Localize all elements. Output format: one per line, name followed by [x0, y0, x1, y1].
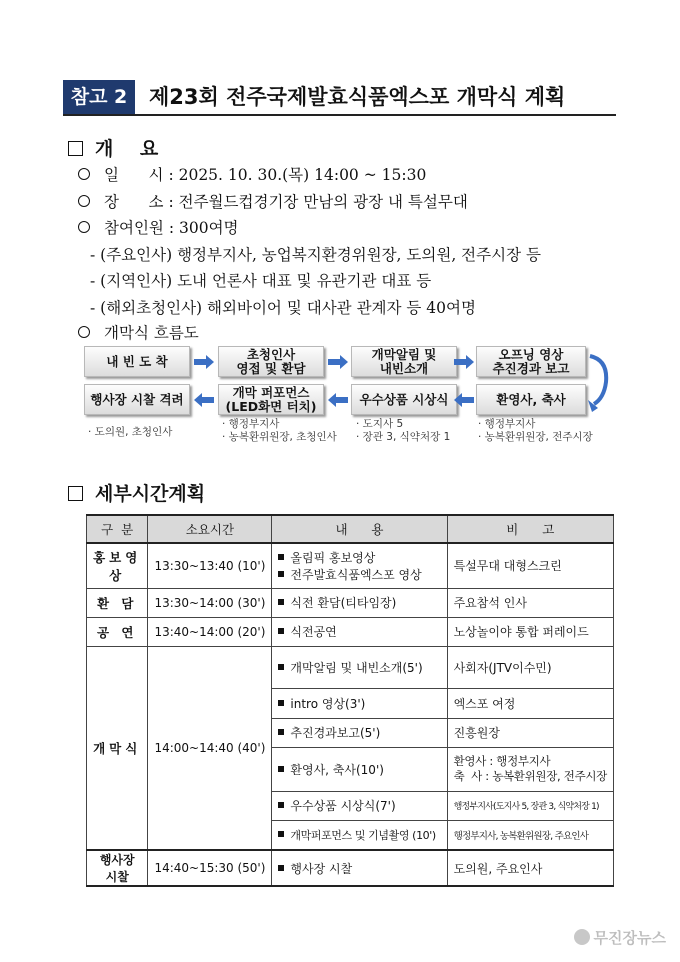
attendee-line-2: - (지역인사) 도내 언론사 대표 및 유관기관 대표 등 — [90, 272, 432, 290]
content-cell: 행사장 시찰 — [272, 850, 447, 886]
content-cell: 식전 환담(티타임장) — [272, 588, 447, 617]
square-bullet-icon — [68, 141, 83, 156]
arrow-left-icon — [454, 393, 474, 407]
attendee-line-1: - (주요인사) 행정부지사, 농업복지환경위원장, 도의원, 전주시장 등 — [90, 246, 541, 264]
time-cell: 14:40~15:30 (50') — [148, 850, 272, 886]
square-bullet-icon — [278, 628, 284, 634]
square-bullet-icon — [278, 729, 284, 735]
content-cell: 올림픽 홍보영상 전주발효식품엑스포 영상 — [272, 543, 447, 588]
arrow-left-icon — [328, 393, 348, 407]
category-cell: 행사장 시찰 — [87, 850, 148, 886]
flow-step-award: 우수상품 시상식 — [351, 384, 457, 415]
content-cell: 개막알림 및 내빈소개(5') — [272, 646, 447, 688]
table-row — [87, 543, 614, 588]
note-cell: 환영사 : 행정부지사 축 사 : 농복환위원장, 전주시장 — [447, 747, 613, 791]
schedule-table — [86, 514, 614, 887]
square-bullet-icon — [278, 766, 284, 772]
category-cell: 개막식 — [87, 646, 148, 850]
attendees-line: 참여인원 : 300여명 — [78, 216, 239, 238]
circle-bullet-icon — [78, 326, 90, 338]
square-bullet-icon — [68, 486, 83, 501]
flow-note-site-tour: · 도의원, 초청인사 — [88, 426, 173, 438]
table-header-row — [87, 515, 614, 543]
circle-bullet-icon — [78, 221, 90, 233]
note-cell: 노상놀이야 통합 퍼레이드 — [447, 617, 613, 646]
arrow-right-icon — [454, 355, 474, 369]
column-header: 구 분 — [87, 515, 148, 543]
title-row — [63, 80, 616, 116]
flow-step-opening-announcement: 개막알림 및 내빈소개 — [351, 346, 457, 377]
flow-label-line: 개막식 흐름도 — [78, 321, 199, 343]
content-cell: 환영사, 축사(10') — [272, 747, 447, 791]
category-cell: 공 연 — [87, 617, 148, 646]
table-row — [87, 617, 614, 646]
document-title: 제23회 전주국제발효식품엑스포 개막식 계획 — [149, 85, 566, 109]
table-row — [87, 850, 614, 886]
arrow-right-icon — [328, 355, 348, 369]
table-row — [87, 588, 614, 617]
note-cell: 엑스포 여정 — [447, 688, 613, 718]
column-header: 내 용 — [272, 515, 447, 543]
table-row — [87, 646, 614, 688]
circle-bullet-icon — [78, 195, 90, 207]
content-cell: 식전공연 — [272, 617, 447, 646]
note-cell: 사회자(JTV이수민) — [447, 646, 613, 688]
time-cell: 14:00~14:40 (40') — [148, 646, 272, 850]
content-cell: 추진경과보고(5') — [272, 718, 447, 747]
note-cell: 행정부지사, 농복환위원장, 주요인사 — [447, 820, 613, 850]
watermark: 무진장뉴스 — [574, 927, 666, 948]
note-cell: 행정부지사(도지사 5, 장관 3, 식약처장 1) — [447, 791, 613, 820]
mountain-logo-icon — [574, 929, 590, 945]
square-bullet-icon — [278, 554, 284, 560]
column-header: 소요시간 — [148, 515, 272, 543]
date-line: 일 시 : 2025. 10. 30.(목) 14:00 ~ 15:30 — [78, 163, 426, 185]
time-cell: 13:30~13:40 (10') — [148, 543, 272, 588]
note-cell: 진흥원장 — [447, 718, 613, 747]
square-bullet-icon — [278, 571, 284, 577]
attendee-line-3: - (해외초청인사) 해외바이어 및 대사관 관계자 등 40여명 — [90, 299, 476, 317]
category-cell: 홍보영상 — [87, 543, 148, 588]
column-header: 비 고 — [447, 515, 613, 543]
place-line: 장 소 : 전주월드컵경기장 만남의 광장 내 특설무대 — [78, 190, 468, 212]
flow-note-welcome: · 행정부지사 · 농복환위원장, 전주시장 — [478, 418, 593, 443]
flow-step-reception: 초청인사 영접 및 환담 — [218, 346, 324, 377]
square-bullet-icon — [278, 831, 284, 837]
category-cell: 환 담 — [87, 588, 148, 617]
square-bullet-icon — [278, 865, 284, 871]
square-bullet-icon — [278, 599, 284, 605]
reference-badge: 참고 2 — [63, 80, 135, 114]
flow-note-performance: · 행정부지사 · 농복환위원장, 초청인사 — [222, 418, 337, 443]
content-cell: 우수상품 시상식(7') — [272, 791, 447, 820]
flow-step-arrival: 내 빈 도 착 — [84, 346, 190, 377]
time-cell: 13:40~14:00 (20') — [148, 617, 272, 646]
flow-note-award: · 도지사 5 · 장관 3, 식약처장 1 — [356, 418, 451, 443]
time-cell: 13:30~14:00 (30') — [148, 588, 272, 617]
content-cell: intro 영상(3') — [272, 688, 447, 718]
flow-step-performance: 개막 퍼포먼스 (LED화면 터치) — [218, 384, 324, 415]
schedule-heading: 세부시간계획 — [68, 479, 205, 506]
curved-arrow-icon — [588, 352, 610, 412]
overview-heading: 개 요 — [68, 134, 158, 161]
square-bullet-icon — [278, 802, 284, 808]
circle-bullet-icon — [78, 168, 90, 180]
flow-step-opening-video: 오프닝 영상 추진경과 보고 — [476, 346, 586, 377]
square-bullet-icon — [278, 700, 284, 706]
arrow-right-icon — [194, 355, 214, 369]
arrow-left-icon — [194, 393, 214, 407]
content-cell: 개막퍼포먼스 및 기념촬영 (10') — [272, 820, 447, 850]
flow-step-site-tour: 행사장 시찰 격려 — [84, 384, 190, 415]
square-bullet-icon — [278, 664, 284, 670]
note-cell: 도의원, 주요인사 — [447, 850, 613, 886]
flow-step-welcome-speech: 환영사, 축사 — [476, 384, 586, 415]
note-cell: 특설무대 대형스크린 — [447, 543, 613, 588]
note-cell: 주요참석 인사 — [447, 588, 613, 617]
